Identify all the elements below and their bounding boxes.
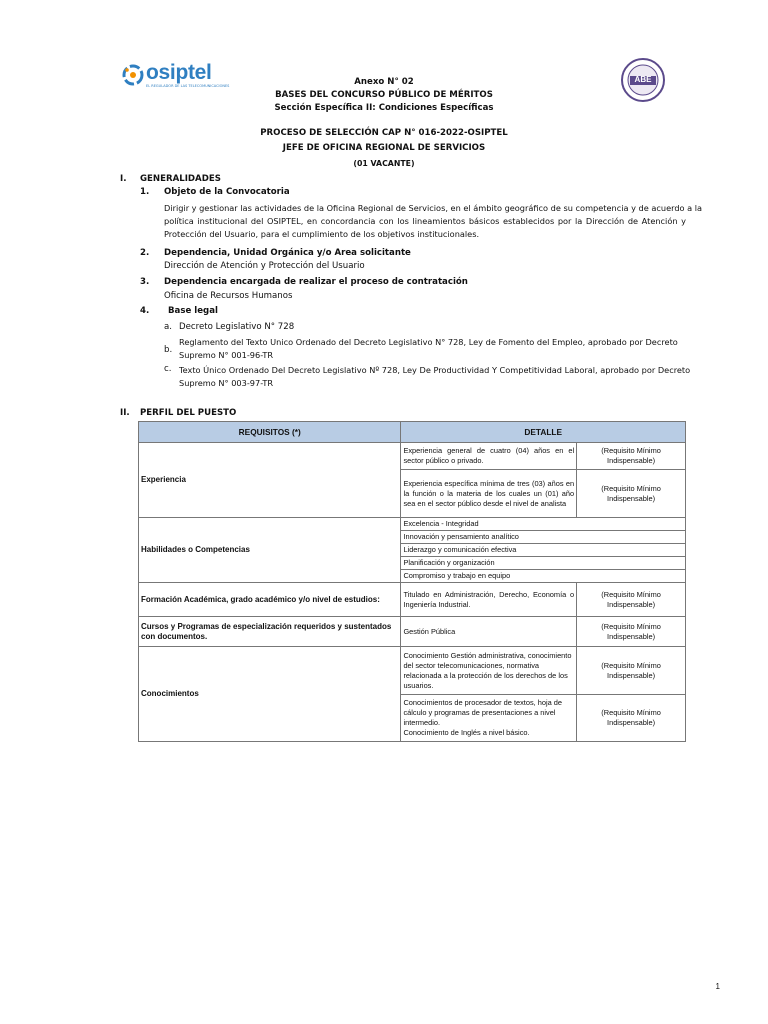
item-2-detail: Dirección de Atención y Protección del Usuario	[164, 261, 365, 271]
perfil-table	[138, 421, 686, 742]
base-legal-b-letter: b.	[164, 345, 173, 355]
experiencia-label: Experiencia	[139, 443, 401, 518]
experiencia-general-detail: Experiencia general de cuatro (04) años en el sector público o privado.	[401, 443, 577, 470]
conocimientos-1-detail: Conocimiento Gestión administrativa, conocimiento del sector telecomunicaciones, normativa relacionada a la protección de los derechos de los usuarios.	[401, 647, 577, 695]
item-4-title: Base legal	[168, 306, 218, 316]
conocimientos-2-note: (Requisito Mínimo Indispensable)	[577, 695, 686, 742]
item-2-title: Dependencia, Unidad Orgánica y/o Area solicitante	[164, 248, 411, 258]
item-1-line-3: Protección del Usuario, para el cumplimiento de los objetivos institucionales.	[164, 229, 480, 239]
section-1-number: I.	[120, 174, 127, 184]
conocimientos-2-cell	[401, 695, 577, 742]
section-2-title: PERFIL DEL PUESTO	[140, 408, 237, 418]
habilidad-4: Planificación y organización	[401, 557, 686, 570]
cursos-label: Cursos y Programas de especialización requeridos y sustentados con documentos.	[139, 617, 401, 647]
conocimientos-2-detail: Conocimientos de procesador de textos, hoja de cálculo y programas de presentaciones a nivel intermedio.	[403, 698, 563, 727]
table-row	[139, 617, 686, 647]
habilidad-1: Excelencia - Integridad	[401, 518, 686, 531]
item-4-number: 4.	[140, 306, 150, 316]
habilidades-label: Habilidades o Competencias	[139, 518, 401, 583]
conocimientos-label: Conocimientos	[139, 647, 401, 742]
bases-title: BASES DEL CONCURSO PÚBLICO DE MÉRITOS	[275, 90, 493, 100]
habilidad-5: Compromiso y trabajo en equipo	[401, 570, 686, 583]
item-2-number: 2.	[140, 248, 150, 258]
experiencia-general-note: (Requisito Mínimo Indispensable)	[577, 443, 686, 470]
section-2-number: II.	[120, 408, 130, 418]
base-legal-c-letter: c.	[164, 364, 172, 374]
item-1-line-1: Dirigir y gestionar las actividades de la Oficina Regional de Servicios, en el ámbito geográfico de su competencia y de acuerdo a la	[164, 203, 703, 213]
experiencia-especifica-note: (Requisito Mínimo Indispensable)	[577, 470, 686, 518]
item-3-number: 3.	[140, 277, 150, 287]
requisitos-header: REQUISITOS (*)	[139, 422, 401, 443]
table-row	[139, 647, 686, 695]
vacante-label: (01 VACANTE)	[353, 159, 415, 168]
osiptel-tagline: EL REGULADOR DE LAS TELECOMUNICACIONES	[146, 84, 230, 88]
proceso-title: PROCESO DE SELECCIÓN CAP N° 016-2022-OSIPTEL	[260, 128, 508, 138]
conocimientos-1-note: (Requisito Mínimo Indispensable)	[577, 647, 686, 695]
seccion-title: Sección Específica II: Condiciones Específicas	[274, 103, 494, 113]
base-legal-a-letter: a.	[164, 322, 172, 332]
formacion-detail: Titulado en Administración, Derecho, Economía o Ingeniería Industrial.	[401, 583, 577, 617]
table-row	[139, 583, 686, 617]
detalle-header: DETALLE	[401, 422, 686, 443]
section-1-title: GENERALIDADES	[140, 174, 221, 184]
cursos-detail: Gestión Pública	[401, 617, 577, 647]
cursos-note: (Requisito Mínimo Indispensable)	[577, 617, 686, 647]
puesto-title: JEFE DE OFICINA REGIONAL DE SERVICIOS	[282, 143, 486, 153]
base-legal-c-line-1: Texto Único Ordenado Del Decreto Legislativo Nº 728, Ley De Productividad Y Competitividad Laboral, aprobado por Decreto	[179, 365, 691, 375]
osiptel-mark-icon	[122, 64, 144, 86]
anexo-title: Anexo N° 02	[354, 77, 414, 87]
item-1-title: Objeto de la Convocatoria	[164, 187, 290, 197]
item-3-detail: Oficina de Recursos Humanos	[164, 291, 293, 301]
abe-seal	[620, 57, 666, 103]
conocimientos-2-detail-2: Conocimiento de Inglés a nivel básico.	[403, 728, 530, 737]
formacion-label: Formación Académica, grado académico y/o nivel de estudios:	[139, 583, 401, 617]
osiptel-wordmark: osiptel	[146, 61, 212, 84]
item-1-line-2: política institucional del OSIPTEL, en concordancia con los lineamientos básicos establecidos por la Dirección de Atención y	[164, 216, 686, 226]
base-legal-b-line-1: Reglamento del Texto Unico Ordenado del Decreto Legislativo N° 728, Ley de Fomento del Empleo, aprobado por Decreto	[179, 337, 678, 347]
habilidad-2: Innovación y pensamiento analítico	[401, 531, 686, 544]
experiencia-especifica-detail: Experiencia específica mínima de tres (03) años en la función o la materia de los cuales un (01) año sea en el sector público desde el nivel de analista	[401, 470, 577, 518]
formacion-note: (Requisito Mínimo Indispensable)	[577, 583, 686, 617]
base-legal-a-line-1: Decreto Legislativo N° 728	[179, 322, 295, 332]
page-number: 1	[715, 982, 720, 991]
item-3-title: Dependencia encargada de realizar el proceso de contratación	[164, 277, 468, 287]
habilidad-3: Liderazgo y comunicación efectiva	[401, 544, 686, 557]
abe-seal-text: ABE	[634, 75, 652, 84]
table-header-row	[139, 422, 686, 443]
table-row	[139, 518, 686, 531]
base-legal-c-line-2: Supremo N° 003-97-TR	[179, 378, 274, 388]
table-row	[139, 443, 686, 470]
item-1-number: 1.	[140, 187, 150, 197]
base-legal-b-line-2: Supremo N° 001-96-TR	[179, 350, 274, 360]
